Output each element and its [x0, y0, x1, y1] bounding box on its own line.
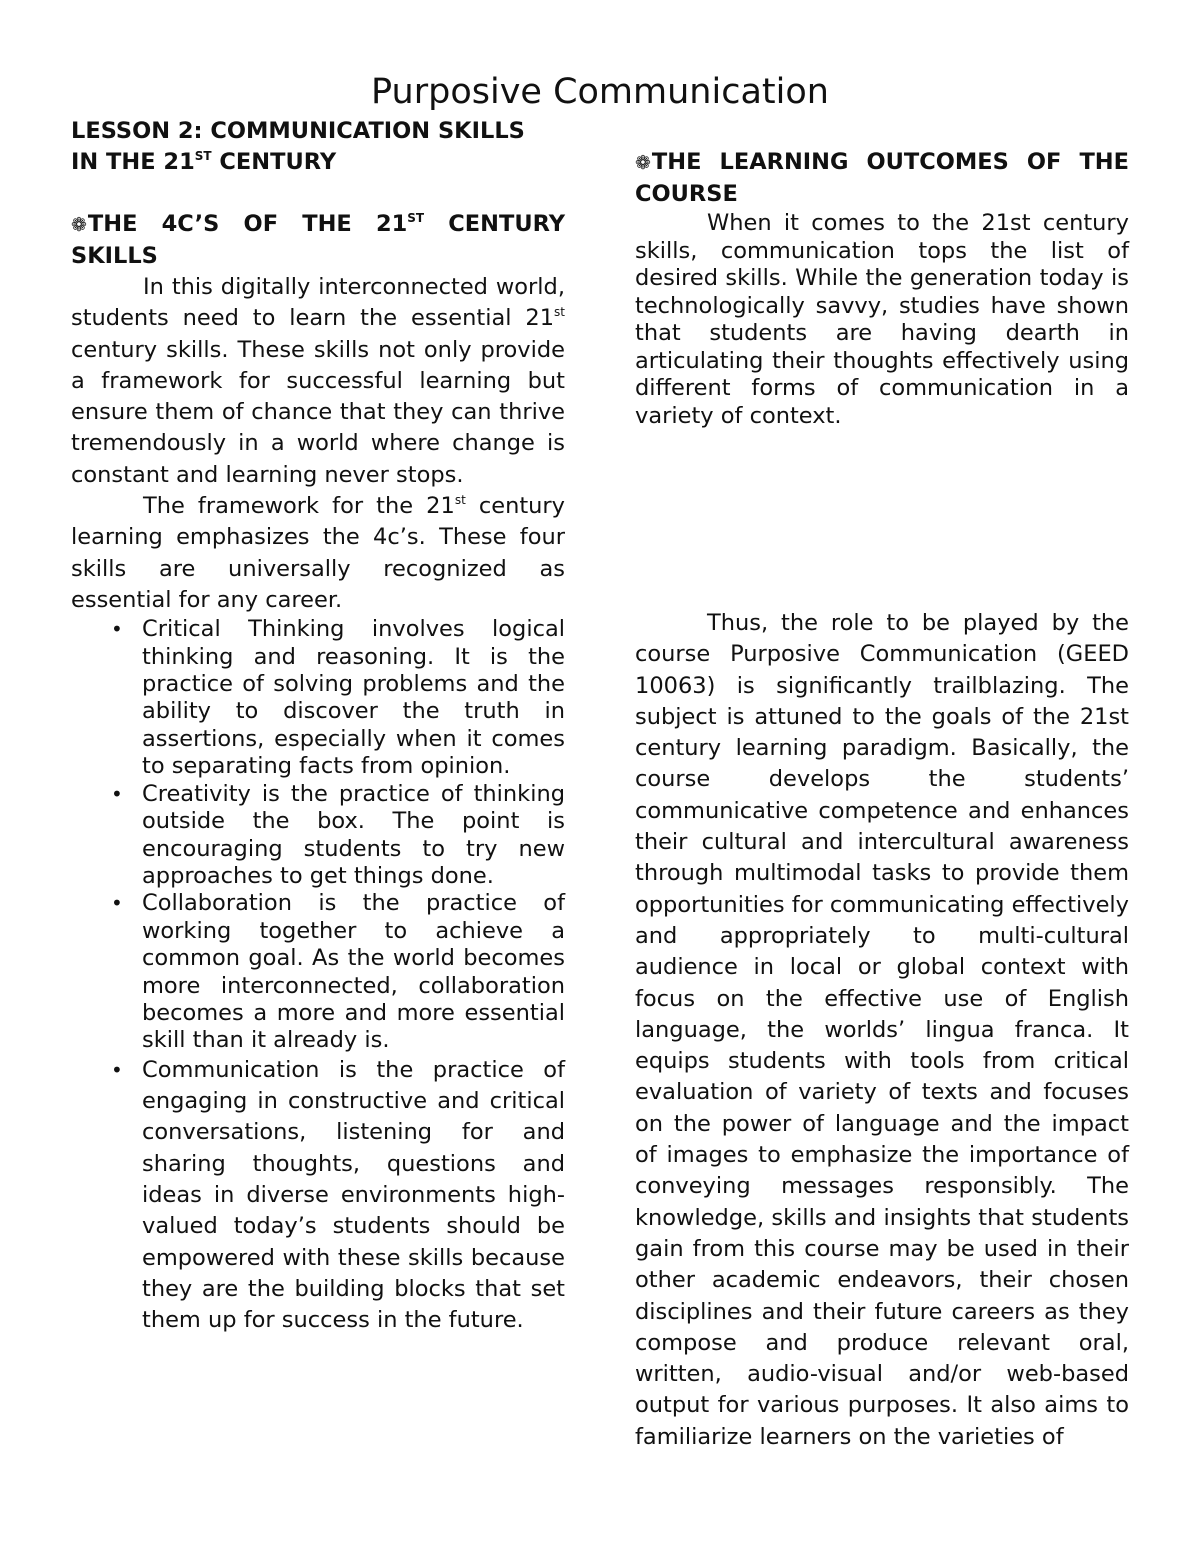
lesson-heading-line2-pre: IN THE 21 — [71, 149, 195, 175]
right-column — [635, 116, 1129, 1453]
page-title: Purposive Communication — [371, 72, 829, 112]
framework-paragraph-text-cont: century learning emphasizes the 4c’s. These four skills are universally recognized as essential for any career. — [71, 493, 565, 613]
list-item-text: Collaboration is the practice of working together to achieve a common goal. As the world becomes more interconnected, collaboration becomes a more and more essential skill than it already is. — [142, 890, 565, 1054]
section-heading-outcomes — [635, 147, 1129, 210]
section-heading-4cs-post: CENTURY SKILLS — [71, 211, 566, 269]
lesson-heading-line2-post: CENTURY — [211, 149, 337, 175]
framework-paragraph-text: The framework for the 21 — [143, 493, 455, 520]
left-column — [71, 116, 565, 1336]
list-item-creativity — [71, 781, 565, 891]
bullet-icon: • — [111, 1057, 123, 1082]
section-heading-4cs — [71, 209, 565, 272]
skills-list — [71, 616, 565, 1336]
outcomes-paragraph: When it comes to the 21st century skills, communication tops the list of desired skills. While the generation today is technologically savvy, studies have shown that students are having dearth in articulating their thoughts effectively using different forms of communication in a variety of context. — [635, 210, 1129, 429]
bullet-icon: • — [111, 781, 123, 806]
flower-bullet-icon: ❁ — [71, 214, 87, 236]
intro-paragraph — [71, 272, 565, 491]
list-item-text: Communication is the practice of engaging in constructive and critical conversations, listening for and sharing thoughts, questions and ideas in diverse environments high-valued today’s students should be empowered with these skills because they are the building blocks that set them up for success in the future. — [142, 1056, 565, 1334]
section-heading-4cs-pre: THE 4C’S OF THE 21 — [87, 211, 408, 237]
intro-paragraph-text-cont: century skills. These skills not only provide a framework for successful learning but ensure them of chance that they can thrive tremendously in a world where change is constant and learning never stops. — [71, 336, 565, 488]
bullet-icon: • — [111, 891, 123, 916]
course-role-paragraph: Thus, the role to be played by the course Purposive Communication (GEED 10063) is significantly trailblazing. The subject is attuned to the goals of the 21st century learning paradigm. Basically, the course develops the students’ communicative competence and enhances their cultural and intercultural awareness through multimodal tasks to provide them opportunities for communicating effectively and appropriately to multi-cultural audience in local or global context with focus on the effective use of English language, the worlds’ lingua franca. It equips students with tools from critical evaluation of variety of texts and focuses on the power of language and the impact of images to emphasize the importance of conveying messages responsibly. The knowledge, skills and insights that students gain from this course may be used in their other academic endeavors, their chosen disciplines and their future careers as they compose and produce relevant oral, written, audio-visual and/or web-based output for various purposes. It also aims to familiarize learners on the varieties of — [635, 610, 1129, 1450]
list-item-critical-thinking — [71, 616, 565, 780]
lesson-heading-superscript: ST — [194, 149, 212, 163]
framework-paragraph-superscript: st — [454, 493, 466, 508]
lesson-heading — [71, 116, 565, 178]
list-item-text: Critical Thinking involves logical thinking and reasoning. It is the practice of solving problems and the ability to discover the truth in assertions, especially when it comes to separating facts from opinion. — [142, 616, 565, 780]
list-item-collaboration — [71, 890, 565, 1054]
list-item-communication — [71, 1055, 565, 1337]
intro-paragraph-text: In this digitally interconnected world, students need to learn the essential 21 — [71, 274, 565, 332]
framework-paragraph — [71, 491, 565, 616]
section-heading-4cs-superscript: ST — [407, 211, 425, 225]
lesson-heading-line1: LESSON 2: COMMUNICATION SKILLS — [71, 118, 525, 144]
list-item-text: Creativity is the practice of thinking outside the box. The point is encouraging students to try new approaches to get things done. — [142, 780, 565, 889]
section-heading-outcomes-text: THE LEARNING OUTCOMES OF THE COURSE — [635, 149, 1129, 207]
intro-paragraph-superscript: st — [554, 305, 565, 320]
flower-bullet-icon: ❁ — [635, 152, 651, 174]
bullet-icon: • — [111, 617, 123, 642]
